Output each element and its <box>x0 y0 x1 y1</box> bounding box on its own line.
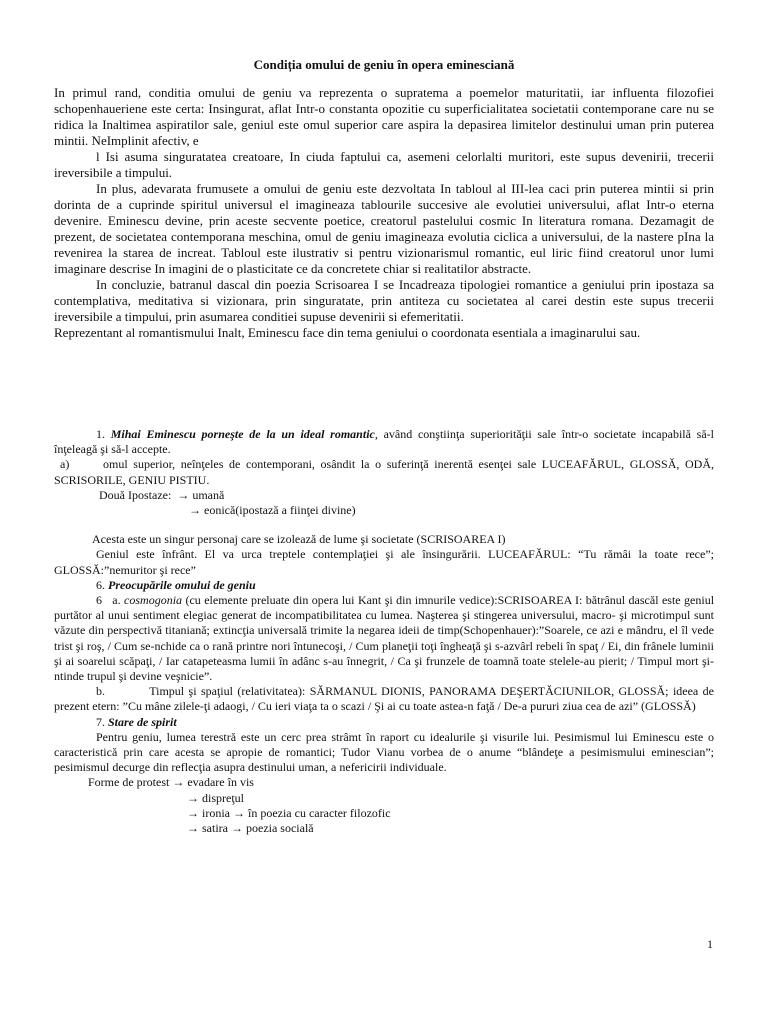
section-1-heading: Mihai Eminescu porneşte de la un ideal romantic <box>110 427 375 441</box>
ipostaze-label: Două Ipostaze: <box>99 487 172 502</box>
ipostaza-umana: → umană <box>177 487 225 502</box>
section-6-item-b <box>54 684 714 714</box>
section-6-heading: Preocupările omului de geniu <box>108 577 256 592</box>
ipostaza-eonica: → eonică(ipostază a fiinţei divine) <box>189 503 356 518</box>
personaj-paragraph: Acesta este un singur personaj care se izolează de lume şi societate (SCRISOAREA I) <box>92 532 506 547</box>
section-7-heading-line <box>54 715 714 730</box>
section-1 <box>54 427 714 836</box>
intro-paragraph-1: In primul rand, conditia omului de geniu va reprezenta o supratema a poemelor maturitatii, iar influenta filozofiei schopenhaueriene este certa: Insingurat, aflat Intr-o constanta opozitie cu superficialitatea societatii contemporane care nu se ridica la Inaltimea aspiratilor sale, geniul este omul superior care aspira la depasirea limitelor destinului uman prin puterea mintii. NeImplinit afectiv, e <box>54 85 714 148</box>
forme-item: → dispreţul <box>187 790 244 805</box>
section-6-a-number: 6 <box>96 593 102 608</box>
intro-section <box>54 85 714 341</box>
section-6-b-label: b. <box>96 684 105 699</box>
intro-paragraph-3: In plus, adevarata frumusete a omului de geniu este dezvoltata In tabloul al III-lea caci prin puterea mintii si prin dorinta de a cuprinde spiritul universul el imagineaza tablourile succesive ale evolutiei universului, aflat Intr-o eterna devenire. Eminescu devine, prin aceste secvente poetice, creatorul pastelului cosmic In literatura romana. Dezamagit de prezent, de societatea contemporana meschina, omul de geniu imagineaza evolutia ciclica a universului, de la nastere pIna la revenirea la starea de increat. Tabloul este ilustrativ si pentru vizionarismul romantic, eul liric fiind creatorul unor lumi imaginare descrise In imagini de o plasticitate ce da concretete chiar si realitatilor abstracte. <box>54 181 714 276</box>
section-1-a-label: a) <box>60 457 70 472</box>
section-6-a-text: (cu elemente preluate din opera lui Kant şi din imnurile vedice):SCRISOAREA I: bătrânul dascăl este geniul purtător al unui sentiment elegiac generat de incompatibilitatea cu lumea. Naşterea şi stingerea universului, macro- şi microtimpul sunt văzute din perspectivă titaniană; extincţia universală trimite la negarea ideii de timp(Schopenhauer):”Soarele, ce azi e mândru, el îl vede trist şi roş, / Cum se-nchide ca o rană printre nori întunecoşi, / Cum planeţii toţi îngheaţă şi s-azvârl rebeli în spaţ / Ei, din frânele luminii şi ai soarelui scăpaţi, / Iar catapeteasma lumii în adânc s-au înnegrit, / Ca şi frunzele de toamnă toate stelele-au pierit; / Timpul mort şi-ntinde trupul şi devine veşnicie”. <box>54 593 715 684</box>
ipostaze-line <box>54 488 714 503</box>
forme-item: → evadare în vis <box>172 775 254 790</box>
section-1-intro <box>54 427 714 457</box>
section-7-number: 7. <box>96 714 105 729</box>
section-6-b-text: Timpul şi spaţiul (relativitatea): SĂRMANUL DIONIS, PANORAMA DEŞERTĂCIUNILOR, GLOSSĂ; ideea de prezent etern: ”Cu mâne zilele-ţi adaogi, / Cu ieri viaţa ta o scazi / Şi ai cu toate astea-n faţă / De-a pururi ziua cea de azi” (GLOSSĂ) <box>54 684 714 714</box>
intro-paragraph-4: In concluzie, batranul dascal din poezia Scrisoarea I se Incadreaza tipologiei romantice a geniului prin ipostaza sa contemplativa, meditativa si vizionara, prin singuratate, prin antiteza cu societatea al carei destin este supus trecerii ireversibile a timpului, prin asumarea conditiei supuse devenirii si efemeritatii. <box>54 277 714 324</box>
section-1-a-text: omul superior, neînţeles de contemporani, osândit la o suferinţă inerentă esenţei sale LUCEAFĂRUL, GLOSSĂ, ODĂ, SCRISORILE, GENIU PISTIU. <box>54 457 714 487</box>
section-6-number: 6. <box>96 577 105 592</box>
page-number: 1 <box>707 937 713 951</box>
section-7-paragraph: Pentru geniu, lumea terestră este un cerc prea strâmt în raport cu idealurile şi visurile lui. Pesimismul lui Eminescu este o caracteristică prin care acesta se apropie de romantici; Tudor Vianu vorbea de o anume “blândeţe a pesimismului eminescian”; pesimismul decurge din reflecţia asupra destinului uman, a nefericirii individuale. <box>54 729 714 775</box>
section-7-heading: Stare de spirit <box>108 714 177 729</box>
document-title: Condiția omului de geniu în opera eminesciană <box>253 57 515 72</box>
section-1-rest: , având conştiinţa superiorităţii sale într-o societate incapabilă să-l înţeleagă şi să-l accepte. <box>54 427 714 457</box>
section-6-heading-line <box>54 578 714 593</box>
forme-item: → ironia → în poezia cu caracter filozofic <box>187 805 391 820</box>
forme-line-1 <box>54 775 714 790</box>
forme-item: → satira → poezia socială <box>187 821 314 836</box>
section-6-a-label: a. <box>112 593 121 608</box>
section-1-number: 1. <box>96 427 105 441</box>
intro-paragraph-5: Reprezentant al romantismului Inalt, Eminescu face din tema geniului o coordonata esentiala a imaginarului sau. <box>54 325 641 340</box>
forme-label: Forme de protest <box>88 775 170 790</box>
section-6-item-a <box>54 593 714 684</box>
section-1-item-a <box>54 457 714 487</box>
intro-paragraph-2: l Isi asuma singuratatea creatoare, In ciuda faptului ca, asemeni celorlalti muritori, este supus devenirii, trecerii ireversibile a timpului. <box>54 149 714 180</box>
cosmogonia-term: cosmogonia <box>124 593 183 608</box>
infrant-paragraph: Geniul este înfrânt. El va urca treptele contemplaţiei şi ale însingurării. LUCEAFĂRUL: “Tu rămâi la toate rece”; GLOSSĂ:”nemuritor şi rece” <box>54 547 714 577</box>
